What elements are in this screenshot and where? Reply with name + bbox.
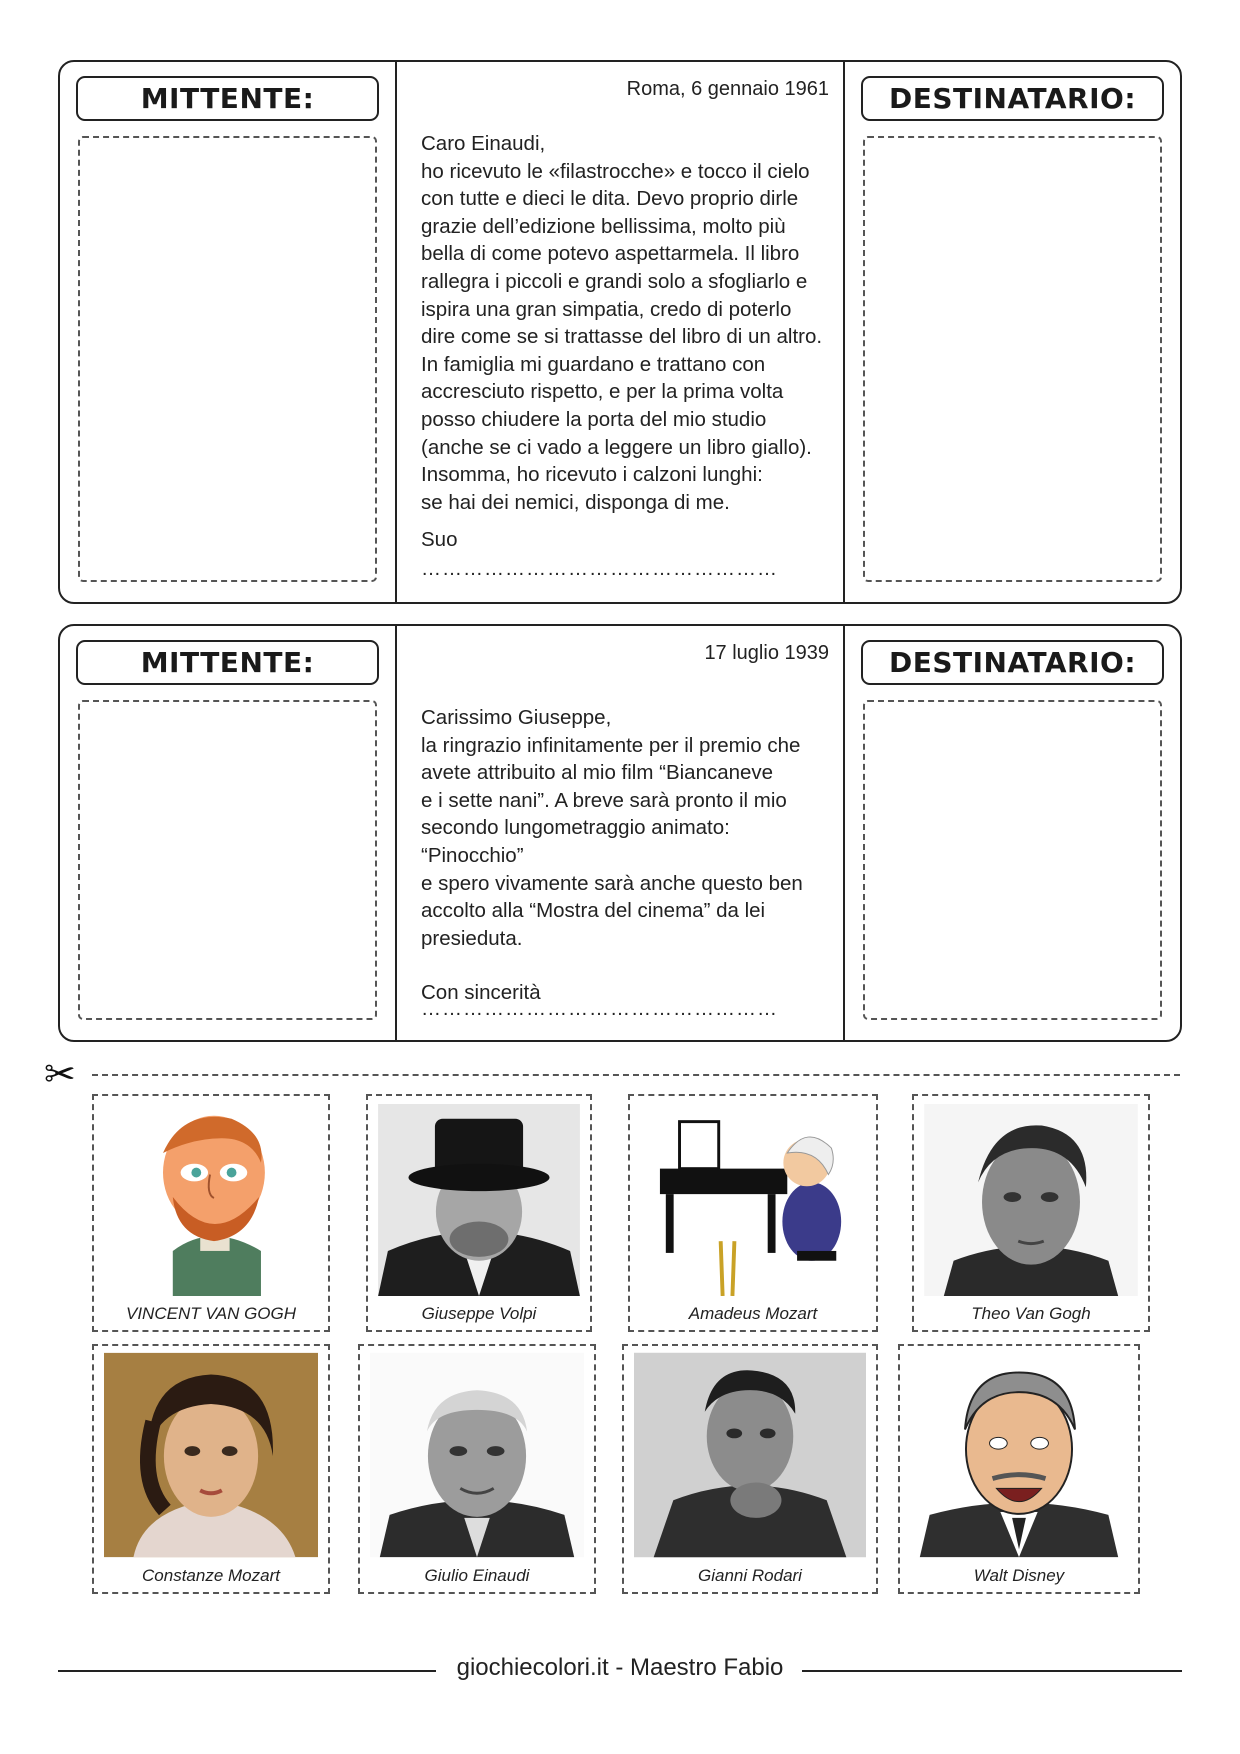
- recipient-column: [845, 62, 1180, 602]
- person-card-vincent-van-gogh[interactable]: [92, 1094, 330, 1332]
- letter-line: se hai dei nemici, disponga di me.: [421, 490, 730, 514]
- photo-portrait: [924, 1104, 1138, 1296]
- person-card-constanze-mozart[interactable]: [92, 1344, 330, 1594]
- person-name: Gianni Rodari: [698, 1566, 802, 1585]
- photo-portrait: [634, 1352, 866, 1558]
- letter-line: ispira una gran simpatia, credo di poterlo: [421, 297, 792, 321]
- sender-column: [60, 62, 395, 602]
- recipient-write-area[interactable]: [863, 136, 1162, 582]
- letter-line: (anche se ci vado a leggere un libro giallo).: [421, 435, 812, 459]
- letter-line: Caro Einaudi,: [421, 132, 546, 155]
- letter-body-column: [395, 62, 845, 602]
- scissors-icon: ✂: [44, 1054, 76, 1096]
- person-card-giulio-einaudi[interactable]: [358, 1344, 596, 1594]
- person-name: Walt Disney: [973, 1566, 1065, 1585]
- letter-card-1: [58, 60, 1182, 604]
- letter-closing: Con sincerità: [421, 981, 541, 1005]
- signature-line[interactable]: ……………………………………………: [421, 558, 778, 580]
- letter-line: bella di come potevo aspettarmela. Il libro: [421, 242, 800, 266]
- cut-line: [92, 1074, 1180, 1076]
- sender-column: [60, 626, 395, 1040]
- person-card-walt-disney[interactable]: [898, 1344, 1140, 1594]
- signature-line[interactable]: ……………………………………………: [421, 998, 778, 1020]
- person-card-theo-van-gogh[interactable]: [912, 1094, 1150, 1332]
- cartoon-portrait: [104, 1104, 318, 1296]
- painting-portrait: [104, 1352, 318, 1558]
- person-name: Constanze Mozart: [142, 1566, 280, 1585]
- photo-portrait: [370, 1352, 584, 1558]
- person-card-amadeus-mozart[interactable]: [628, 1094, 878, 1332]
- letter-line: accresciuto rispetto, e per la prima volta: [421, 380, 784, 404]
- letter-closing: Suo: [421, 528, 458, 552]
- letter-date: Roma, 6 gennaio 1961: [626, 78, 829, 100]
- person-name: VINCENT VAN GOGH: [125, 1304, 297, 1323]
- footer-credit: giochiecolori.it - Maestro Fabio: [456, 1654, 784, 1681]
- person-card-giuseppe-volpi[interactable]: [366, 1094, 592, 1332]
- sender-label: MITTENTE:: [76, 76, 379, 121]
- letter-line: e i sette nani”. A breve sarà pronto il mio: [421, 788, 787, 812]
- person-card-gianni-rodari[interactable]: [622, 1344, 878, 1594]
- letter-line: presieduta.: [421, 926, 523, 950]
- recipient-label: DESTINATARIO:: [861, 640, 1164, 685]
- letter-line: grazie dell’edizione bellissima, molto più: [421, 214, 786, 238]
- letter-date: 17 luglio 1939: [704, 642, 829, 664]
- person-name: Giulio Einaudi: [424, 1566, 530, 1585]
- recipient-write-area[interactable]: [863, 700, 1162, 1020]
- letter-line: ho ricevuto le «filastrocche» e tocco il cielo: [421, 159, 810, 183]
- letter-line: Carissimo Giuseppe,: [421, 706, 612, 729]
- sender-write-area[interactable]: [78, 700, 377, 1020]
- letter-text: [421, 704, 829, 1007]
- recipient-label: DESTINATARIO:: [861, 76, 1164, 121]
- letter-line: con tutte e dieci le dita. Devo proprio dirle: [421, 187, 799, 211]
- letter-line: posso chiudere la porta del mio studio: [421, 407, 767, 431]
- sender-label: MITTENTE:: [76, 640, 379, 685]
- letter-line: rallegra i piccoli e grandi solo a sfogliarlo e: [421, 269, 808, 293]
- letter-line: Insomma, ho ricevuto i calzoni lunghi:: [421, 463, 763, 487]
- person-name: Amadeus Mozart: [688, 1304, 818, 1323]
- cartoon-portrait: [640, 1104, 866, 1296]
- letter-line: accolto alla “Mostra del cinema” da lei: [421, 899, 766, 923]
- letter-line: e spero vivamente sarà anche questo ben: [421, 871, 803, 895]
- sender-write-area[interactable]: [78, 136, 377, 582]
- letter-line: la ringrazio infinitamente per il premio che: [421, 733, 801, 757]
- recipient-column: [845, 626, 1180, 1040]
- letter-body-column: [395, 626, 845, 1040]
- letter-card-2: [58, 624, 1182, 1042]
- cartoon-portrait: [910, 1352, 1128, 1558]
- person-name: Giuseppe Volpi: [421, 1304, 537, 1323]
- letter-line: secondo lungometraggio animato: “Pinocchio”: [421, 816, 730, 867]
- photo-portrait: [378, 1104, 580, 1296]
- letter-text: [421, 130, 829, 554]
- letter-line: dire come se si trattasse del libro di un altro.: [421, 325, 823, 349]
- person-name: Theo Van Gogh: [971, 1304, 1091, 1323]
- letter-line: avete attribuito al mio film “Biancaneve: [421, 761, 774, 785]
- letter-line: In famiglia mi guardano e trattano con: [421, 352, 766, 376]
